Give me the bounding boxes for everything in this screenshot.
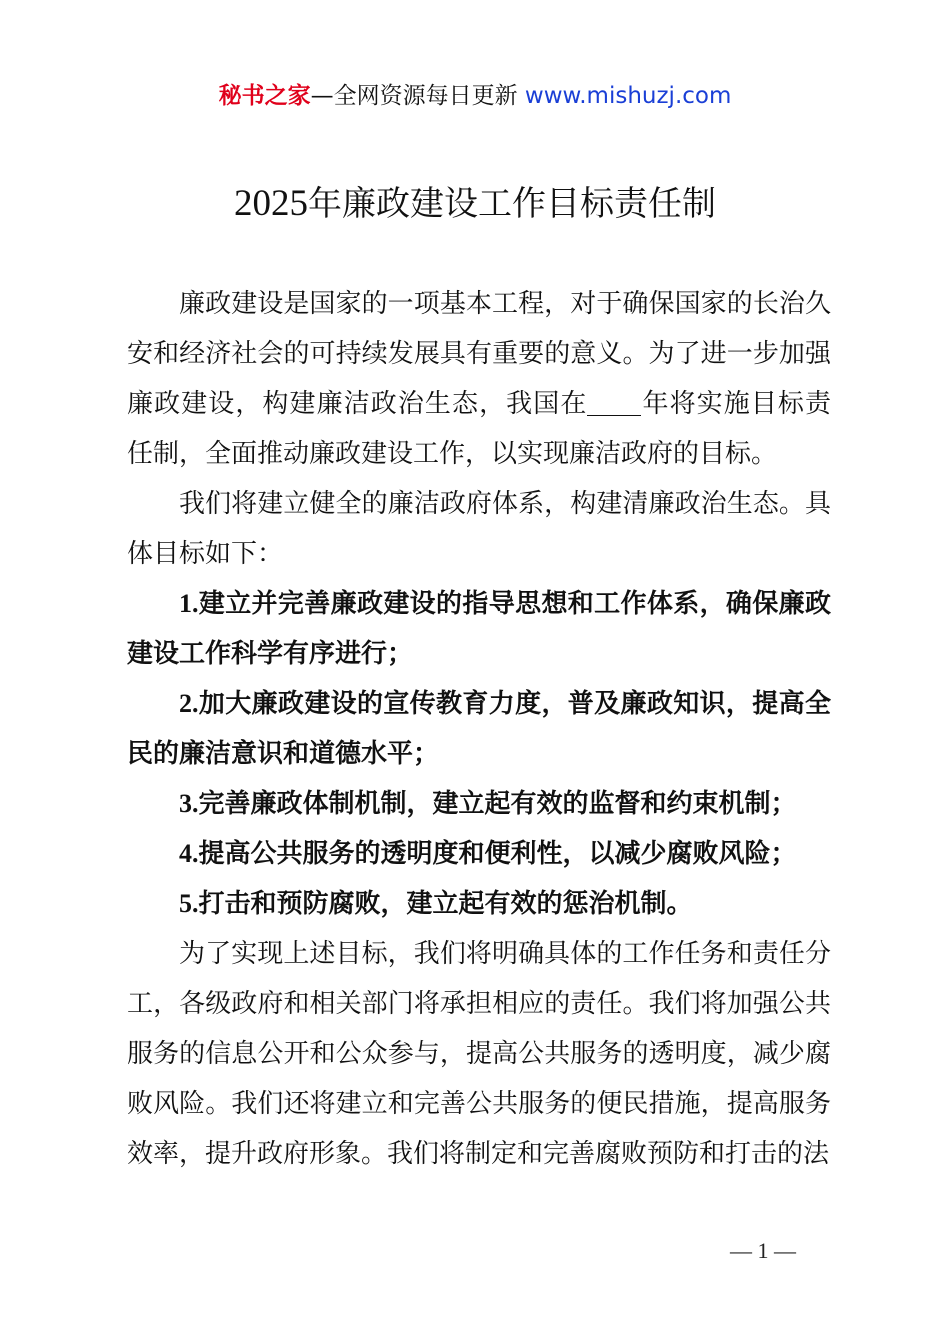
goal-number: 2. xyxy=(179,689,199,718)
goal-item-4 xyxy=(127,829,831,879)
goal-text: 建立并完善廉政建设的指导思想和工作体系，确保廉政建设工作科学有序进行； xyxy=(127,589,831,669)
goal-text: 提高公共服务的透明度和便利性，以减少腐败风险； xyxy=(198,839,797,869)
goal-text: 完善廉政体制机制，建立起有效的监督和约束机制； xyxy=(198,789,797,819)
document-body xyxy=(127,279,831,1179)
goal-item-2 xyxy=(127,679,831,779)
banner-slogan: —全网资源每日更新 xyxy=(310,83,518,109)
goal-item-3 xyxy=(127,779,831,829)
goal-number: 5. xyxy=(179,889,199,918)
paragraph-measures: 为了实现上述目标，我们将明确具体的工作任务和责任分工，各级政府和相关部门将承担相应的责任。我们将加强公共服务的信息公开和公众参与，提高公共服务的透明度，减少腐败风险。我们还将建立和完善公共服务的便民措施，提高服务效率，提升政府形象。我们将制定和完善腐败预防和打击的法 xyxy=(127,939,831,1169)
document-title xyxy=(0,180,950,228)
paragraph-intro-part1: 廉政建设是国家的一项基本工程，对于确保国家的长治久安和经济社会的可持续发展具有重要的意义。为了进一步加强廉政建设，构建廉洁政治生态，我国在 xyxy=(127,289,831,419)
site-url-link[interactable]: www.mishuzj.com xyxy=(524,83,732,109)
goal-text: 加大廉政建设的宣传教育力度，普及廉政知识，提高全民的廉洁意识和道德水平； xyxy=(127,689,831,769)
goal-number: 4. xyxy=(179,839,199,868)
paragraph-goals-lead: 我们将建立健全的廉洁政府体系，构建清廉政治生态。具体目标如下： xyxy=(127,489,831,569)
brand-name: 秘书之家 xyxy=(218,83,311,109)
goal-number: 1. xyxy=(179,589,199,618)
goal-item-5 xyxy=(127,879,831,929)
title-year: 2025 xyxy=(234,183,308,224)
year-blank-field xyxy=(587,389,641,416)
title-text: 年廉政建设工作目标责任制 xyxy=(308,184,716,224)
goal-number: 3. xyxy=(179,789,199,818)
paragraph-intro-part2: 年将实施目标责任制，全面推动廉政建设工作，以实现廉洁政府的目标。 xyxy=(127,389,831,469)
goal-item-1 xyxy=(127,579,831,679)
goal-text: 打击和预防腐败，建立起有效的惩治机制。 xyxy=(198,889,693,919)
site-banner xyxy=(0,80,950,112)
paragraph-intro xyxy=(127,279,831,479)
page-number: — 1 — xyxy=(730,1238,796,1263)
